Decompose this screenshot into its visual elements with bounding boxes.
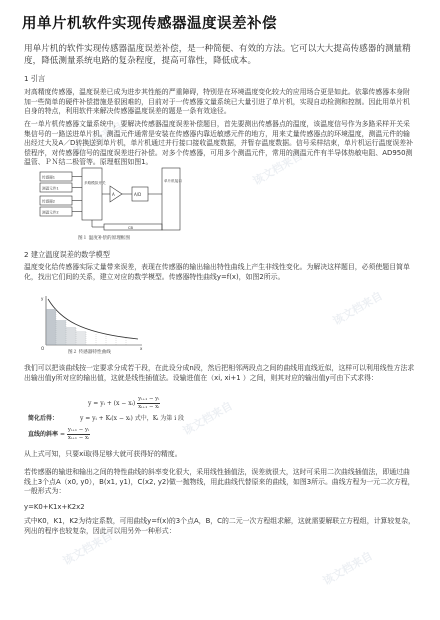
- formula-interpolation: y = yᵢ + (x − xᵢ) $\frac{\text{yᵢ₊₁ − yᵢ}}{\text{xᵢ₊₁ − xᵢ}}$: [88, 396, 160, 410]
- y-axis-label: y: [41, 296, 44, 301]
- watermark: 该文档来自: [250, 149, 305, 188]
- adc-label: A/D: [134, 192, 142, 197]
- bus-arrow: [104, 224, 162, 230]
- x-axis-label: x: [140, 346, 143, 351]
- model-paragraph-2: 我们可以把该曲线按一定要求分成若干段，在此设分成n段，然后把相邻两段点之间的曲线用直线近似，这样可以利用线性方法求出输出值y所对应的输出值，这就是线性插值法。设输进值在（xi, xi+1 ）之间，则其对应的输出值y可由下式求得：: [24, 364, 415, 382]
- multiplexer-label: 多路模拟开关: [84, 181, 106, 185]
- equation-line: y=K0+K1x+K2x2: [24, 503, 85, 511]
- watermark: 该文档来自: [70, 119, 125, 158]
- mcu-box: [162, 168, 180, 230]
- watermark: 该文档来自: [60, 529, 115, 568]
- figure-2-caption: 图２ 传感器特性曲线: [68, 350, 111, 355]
- formula-simplified: 简化后得： y = yᵢ + Kᵢ(x − xᵢ) 式中，Kᵢ 为第 i 段: [28, 415, 185, 422]
- intro-paragraph-2: 在一单片机传感器文量系统中，要解决传感器温度误差补偿题目，首先要测出传感器点的温度，该温度信号作为多路采样开关采集信号的一路送进单片机。测温元件通常是安装在传感器内靠近敏感元件的地方，用来丈量传感器点的环境温度，测温元件的输出经过大及A／D转换送到单片机，单片机通过并行接口接收温度数据，并暂存温度数据。信号采样结束，单片机运行温度误差补偿程序，对传感器信号的温度误差进行补偿。对多个传感器，可用多个测温元件，常用的测温元件有半导体热敏电阻、AD950测温管、ＰＮ结二极管等。原理框图如图1。: [24, 120, 413, 167]
- input-label: 测温元件2: [42, 210, 59, 215]
- characteristic-curve-figure: [38, 293, 146, 351]
- watermark: 该文档来自: [180, 399, 235, 438]
- model-paragraph-4: 若传感器的输进和输出之间的特性曲线的斜率变化很大，采用线性插值法，误差就很大，这时可采用二次曲线插值法，即通过曲线上3个点A（x0, y0），B(x1, y1)，C(x2, y2)做一抛物线，用此曲线代替原来的曲线，如图3所示。曲线方程为一元二次方程，一般形式为：: [24, 468, 415, 496]
- origin-label: O: [41, 346, 45, 351]
- input-label: 测温元件1: [42, 186, 59, 191]
- multiplexer-box: [82, 168, 102, 220]
- mcu-label: 单片机接口: [164, 179, 182, 183]
- bus-label: CB: [128, 226, 133, 230]
- model-paragraph-3: 从上式可知，只要xi取得足够大就可获得好的精度。: [24, 450, 182, 458]
- formula-slope: 直线的斜率 = $\frac{\text{yᵢ₊₁ − yᵢ}}{\text{xᵢ₊₁ − xᵢ}}$: [28, 427, 90, 441]
- lead-paragraph: 用单片机的软件实现传感器温度误差补偿，是一种简便、有效的方法。它可以大大提高传感器的测量精度，降低测量系统电路的复杂程度，提高可靠性，降低成本。: [24, 44, 411, 66]
- input-label: 传感器2: [42, 199, 56, 204]
- section-heading-intro: 1 引言: [24, 74, 46, 83]
- block-diagram-figure: [38, 166, 188, 238]
- model-paragraph-5: 式中K0，K1，K2为待定系数，可用曲线y=f(x)的3个点A，B，C的二元一次方程组求解，这就需要解联立方程组，计算较复杂，列出的程序也较复杂，因此可以用另外一种形式：: [24, 517, 415, 535]
- model-paragraph-1: 温度变化给传感器实际丈量带来误差，表现在传感器的输出输出特性曲线上产生非线性变化。为解决这样题目，必须使题目简单化，找出它们间的关系，建立对应的数学模型。传感器特性曲线y=f(x)，如图2所示。: [24, 263, 410, 281]
- input-label: 传感器1: [42, 175, 56, 180]
- intro-paragraph-1: 对高精度传感器，温度误差已成为进步其性能的严重障碍，特别是在环境温度变化较大的应用场合更是如此。依靠传感器本身附加一些简单的硬件补偿措施是很困难的，目前对于一传感器文量系统已大量引进了单片机，实现自动检测和控制。因此用单片机自身的特点，利用软件来解决传感器温度误差的题是一条有效途径。: [24, 88, 410, 116]
- watermark: 该文档来自: [330, 289, 385, 328]
- section-heading-model: 2 建立温度误差的数学模型: [24, 250, 110, 259]
- watermark: 该文档来自: [320, 549, 375, 588]
- document-title: 用单片机软件实现传感器温度误差补偿: [22, 16, 277, 32]
- figure-1-caption: 图１ 温度补偿的原理框图: [78, 236, 130, 241]
- amplifier-label: A: [112, 192, 115, 197]
